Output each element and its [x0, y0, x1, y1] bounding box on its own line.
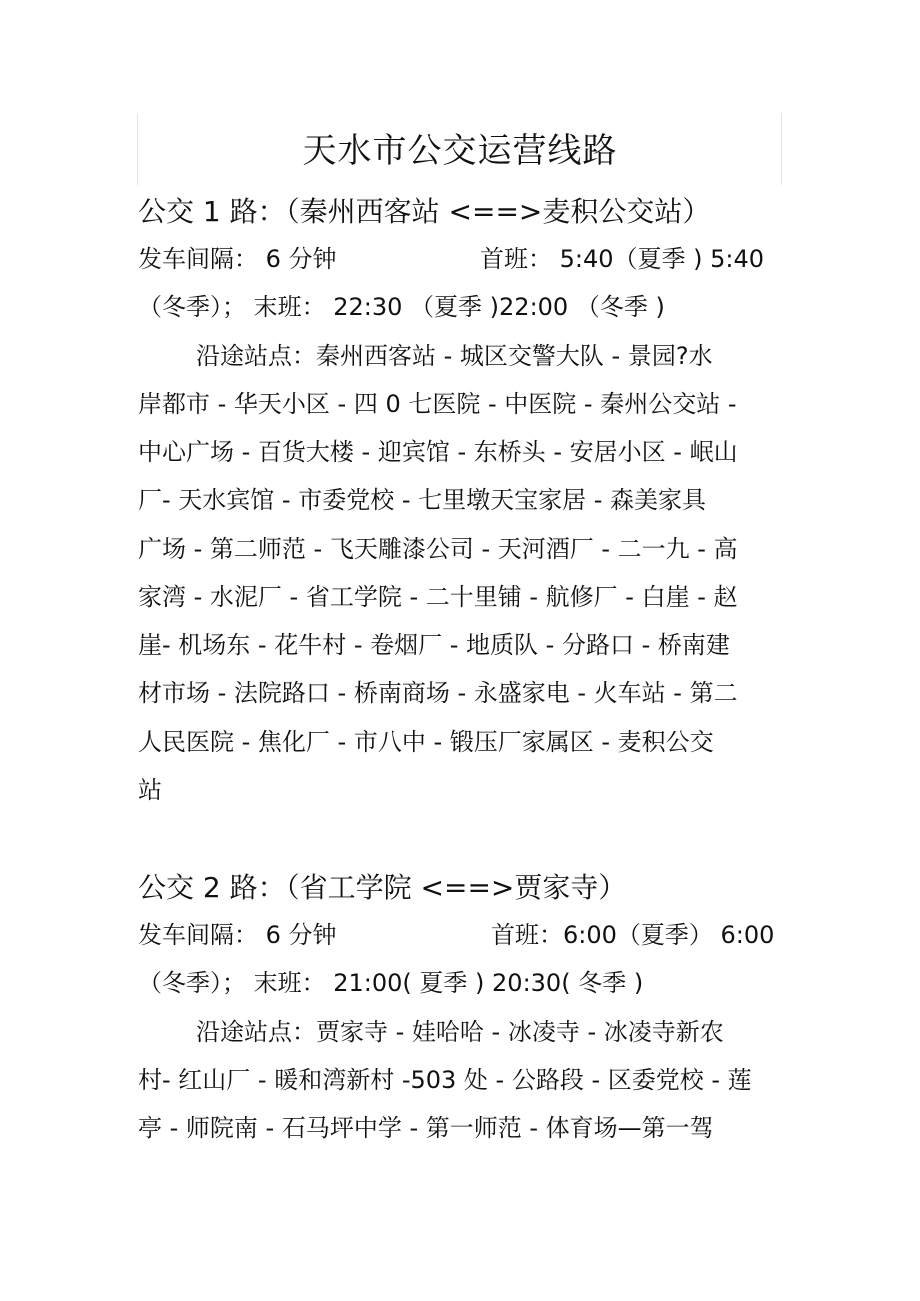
- route-2-first-bus: 首班：6:00（夏季） 6:00: [491, 921, 775, 949]
- route-1-stops-line-6: 家湾 - 水泥厂 - 省工学院 - 二十里铺 - 航修厂 - 白崖 - 赵: [138, 583, 738, 611]
- route-2-stops-line-1: 沿途站点：贾家寺 - 娃哈哈 - 冰凌寺 - 冰凌寺新农: [196, 1018, 724, 1046]
- route-1-stops-line-7: 崖- 机场东 - 花牛村 - 卷烟厂 - 地质队 - 分路口 - 桥南建: [138, 631, 730, 659]
- route-1-stops-line-8: 材市场 - 法院路口 - 桥南商场 - 永盛家电 - 火车站 - 第二: [138, 679, 738, 707]
- route-2-interval: 发车间隔： 6 分钟: [138, 921, 337, 949]
- route-2-heading: 公交 2 路：（省工学院 <==>贾家寺）: [138, 871, 627, 904]
- route-2-stops-line-2: 村- 红山厂 - 暖和湾新村 -503 处 - 公路段 - 区委党校 - 莲: [138, 1066, 752, 1094]
- route-2-stops-line-3: 亭 - 师院南 - 石马坪中学 - 第一师范 - 体育场—第一驾: [138, 1114, 714, 1142]
- route-1-heading: 公交 1 路：（秦州西客站 <==>麦积公交站）: [138, 195, 711, 228]
- route-1-stops-line-5: 广场 - 第二师范 - 飞天雕漆公司 - 天河酒厂 - 二一九 - 高: [138, 535, 738, 563]
- route-1-stops-line-3: 中心广场 - 百货大楼 - 迎宾馆 - 东桥头 - 安居小区 - 岷山: [138, 438, 738, 466]
- route-2-schedule: （冬季）； 末班： 21:00( 夏季 ) 20:30( 冬季 ): [138, 969, 644, 997]
- route-1-stops-line-1: 沿途站点：秦州西客站 - 城区交警大队 - 景园?水: [196, 342, 713, 370]
- route-1-interval: 发车间隔： 6 分钟: [138, 245, 337, 273]
- route-1-stops-line-10: 站: [138, 776, 162, 804]
- route-1-first-bus: 首班： 5:40（夏季 ) 5:40: [480, 245, 765, 273]
- route-1-schedule: （冬季）； 末班： 22:30 （夏季 )22:00 （冬季 ): [138, 293, 665, 321]
- route-1-stops-line-9: 人民医院 - 焦化厂 - 市八中 - 锻压厂家属区 - 麦积公交: [138, 728, 714, 756]
- route-1-stops-line-4: 厂- 天水宾馆 - 市委党校 - 七里墩天宝家居 - 森美家具: [138, 486, 707, 514]
- route-1-stops-line-2: 岸都市 - 华天小区 - 四 0 七医院 - 中医院 - 秦州公交站 -: [138, 390, 737, 418]
- document-title: 天水市公交运营线路: [302, 131, 618, 171]
